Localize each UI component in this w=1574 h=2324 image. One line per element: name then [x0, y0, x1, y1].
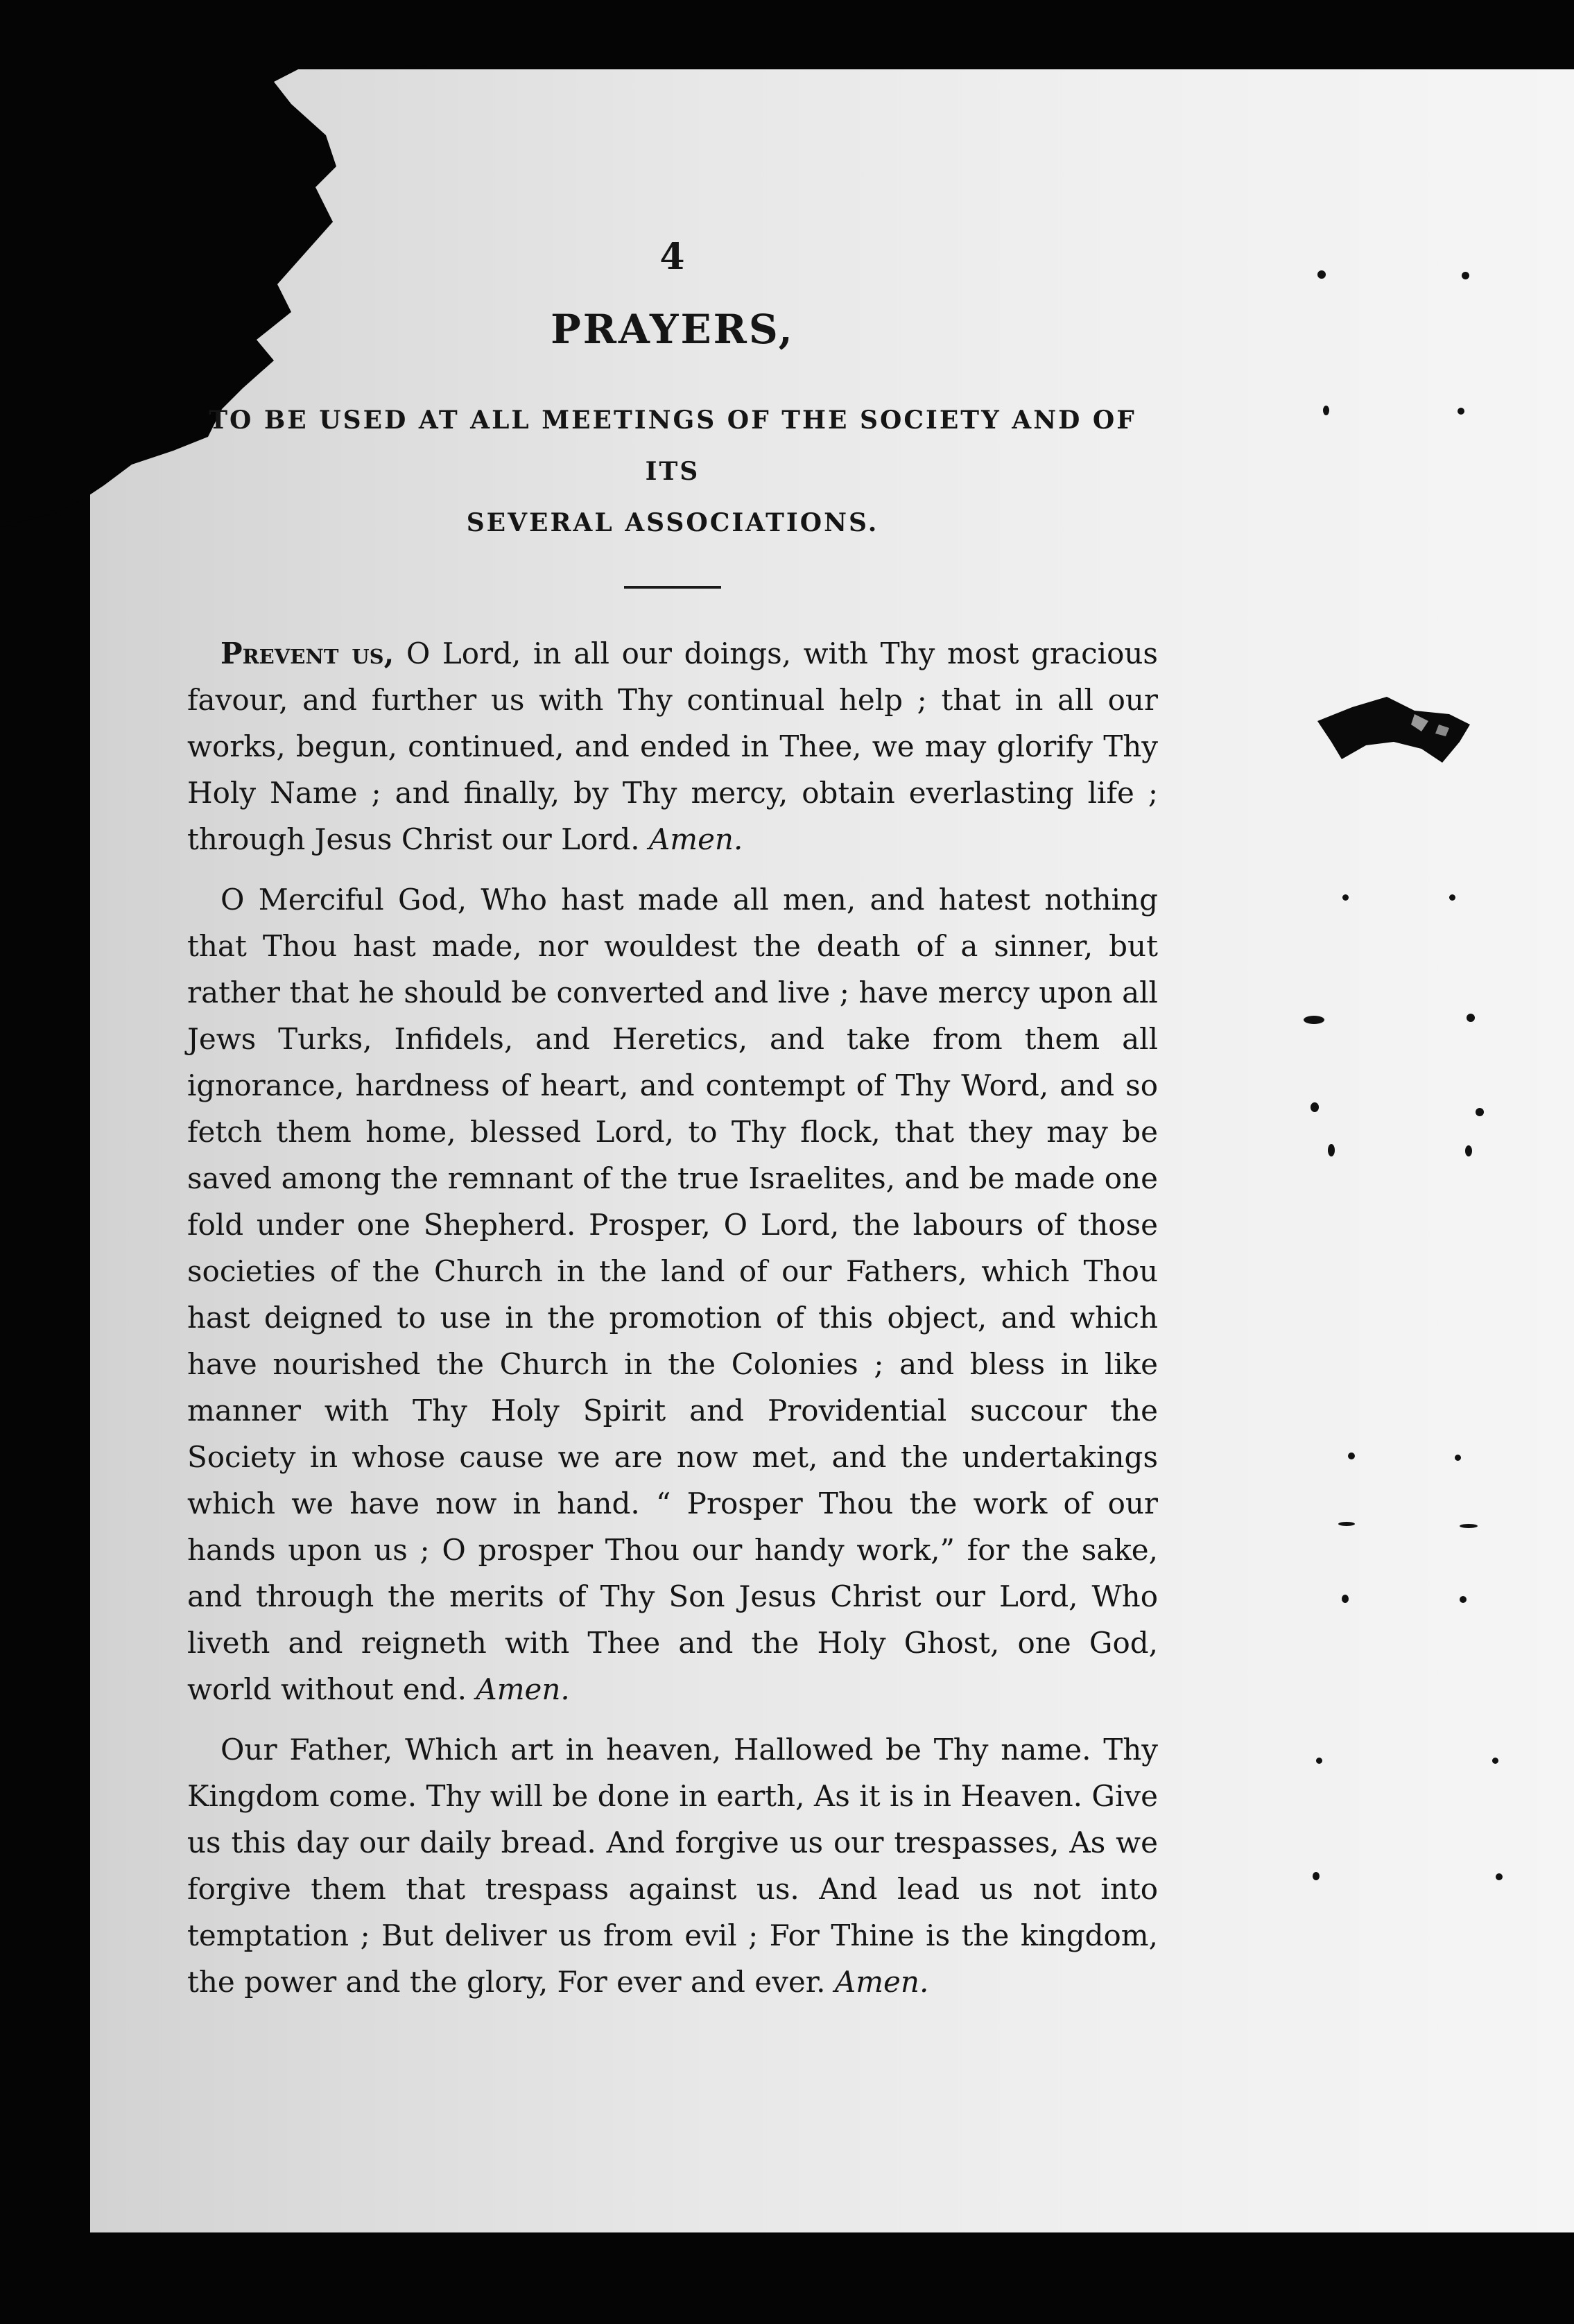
speck [1311, 1102, 1319, 1112]
prayer-paragraph [187, 876, 1158, 1712]
speck [1304, 1016, 1324, 1024]
speck [1328, 1144, 1335, 1156]
speck [1460, 1596, 1467, 1603]
prayer-text: Our Father, Which art in heaven, Hallowed be Thy name. Thy Kingdom come. Thy will be done in earth, As it is in Heaven. Give us this day our daily bread. And forgive us our trespasses, As we forgive them that trespass against us. And lead us not into temptation ; But deliver us from evil ; For Thine is the kingdom, the power and the glory, For ever and ever. [187, 1733, 1158, 1999]
speck [1492, 1758, 1498, 1764]
speck [1323, 406, 1329, 415]
subtitle-line-1: TO BE USED AT ALL MEETINGS OF THE SOCIETY AND OF ITS [209, 406, 1136, 486]
page-subtitle [187, 394, 1158, 548]
scan-border-bottom [0, 2232, 1574, 2324]
prayer-paragraph [187, 1726, 1158, 2005]
speck [1458, 408, 1464, 415]
speck [1476, 1108, 1484, 1116]
speck [1496, 1873, 1503, 1880]
speck [1449, 894, 1455, 901]
speck [1462, 272, 1469, 279]
subtitle-line-2: SEVERAL ASSOCIATIONS. [466, 508, 879, 537]
divider-rule [624, 586, 721, 589]
prayer-amen: Amen. [476, 1672, 570, 1706]
prayer-amen: Amen. [648, 822, 743, 856]
speck [1467, 1014, 1475, 1022]
ink-blot [1311, 693, 1477, 770]
speck [1316, 1758, 1322, 1764]
speck [1313, 1872, 1320, 1880]
speck [1465, 1145, 1472, 1156]
prayer-paragraph [187, 630, 1158, 862]
speck [1317, 270, 1326, 279]
speck [1460, 1524, 1478, 1528]
prayer-amen: Amen. [834, 1965, 929, 1999]
prayer-text: O Merciful God, Who hast made all men, and hatest nothing that Thou hast made, nor wouldest the death of a sinner, but rather that he should be converted and live ; have mercy upon all Jews Turks, Infidels, and Heretics, and take from them all ignorance, hardness of heart, and contempt of Thy Word, and so fetch them home, blessed Lord, to Thy flock, that they may be saved among the remnant of the true Israelites, and be made one fold under one Shepherd. Prosper, O Lord, the labours of those societies of the Church in the land of our Fathers, which Thou hast deigned to use in the promotion of this object, and which have nourished the Church in the Colonies ; and bless in like manner with Thy Holy Spirit and Providential succour the Society in whose cause we are now met, and the undertakings which we have now in hand. “ Prosper Thou the work of our hands upon us ; O prosper Thou our handy work,” for the sake, and through the merits of Thy Son Jesus Christ our Lord, Who liveth and reigneth with Thee and the Holy Ghost, one God, world without end. [187, 883, 1158, 1706]
page-number: 4 [659, 236, 686, 278]
speck [1455, 1455, 1461, 1461]
speck [1338, 1522, 1355, 1526]
speck [1348, 1452, 1355, 1459]
page-content [187, 236, 1158, 2019]
prayer-opening-words: Prevent us, [220, 636, 395, 670]
speck [1342, 1595, 1349, 1603]
page-title: PRAYERS, [551, 306, 795, 353]
speck [1342, 894, 1349, 901]
prayer-text: O Lord, in all our doings, with Thy most gracious favour, and further us with Thy continual help ; that in all our works, begun, continued, and ended in Thee, we may glorify Thy Holy Name ; and finally, by Thy mercy, obtain everlasting life ; through Jesus Christ our Lord. [187, 636, 1158, 856]
